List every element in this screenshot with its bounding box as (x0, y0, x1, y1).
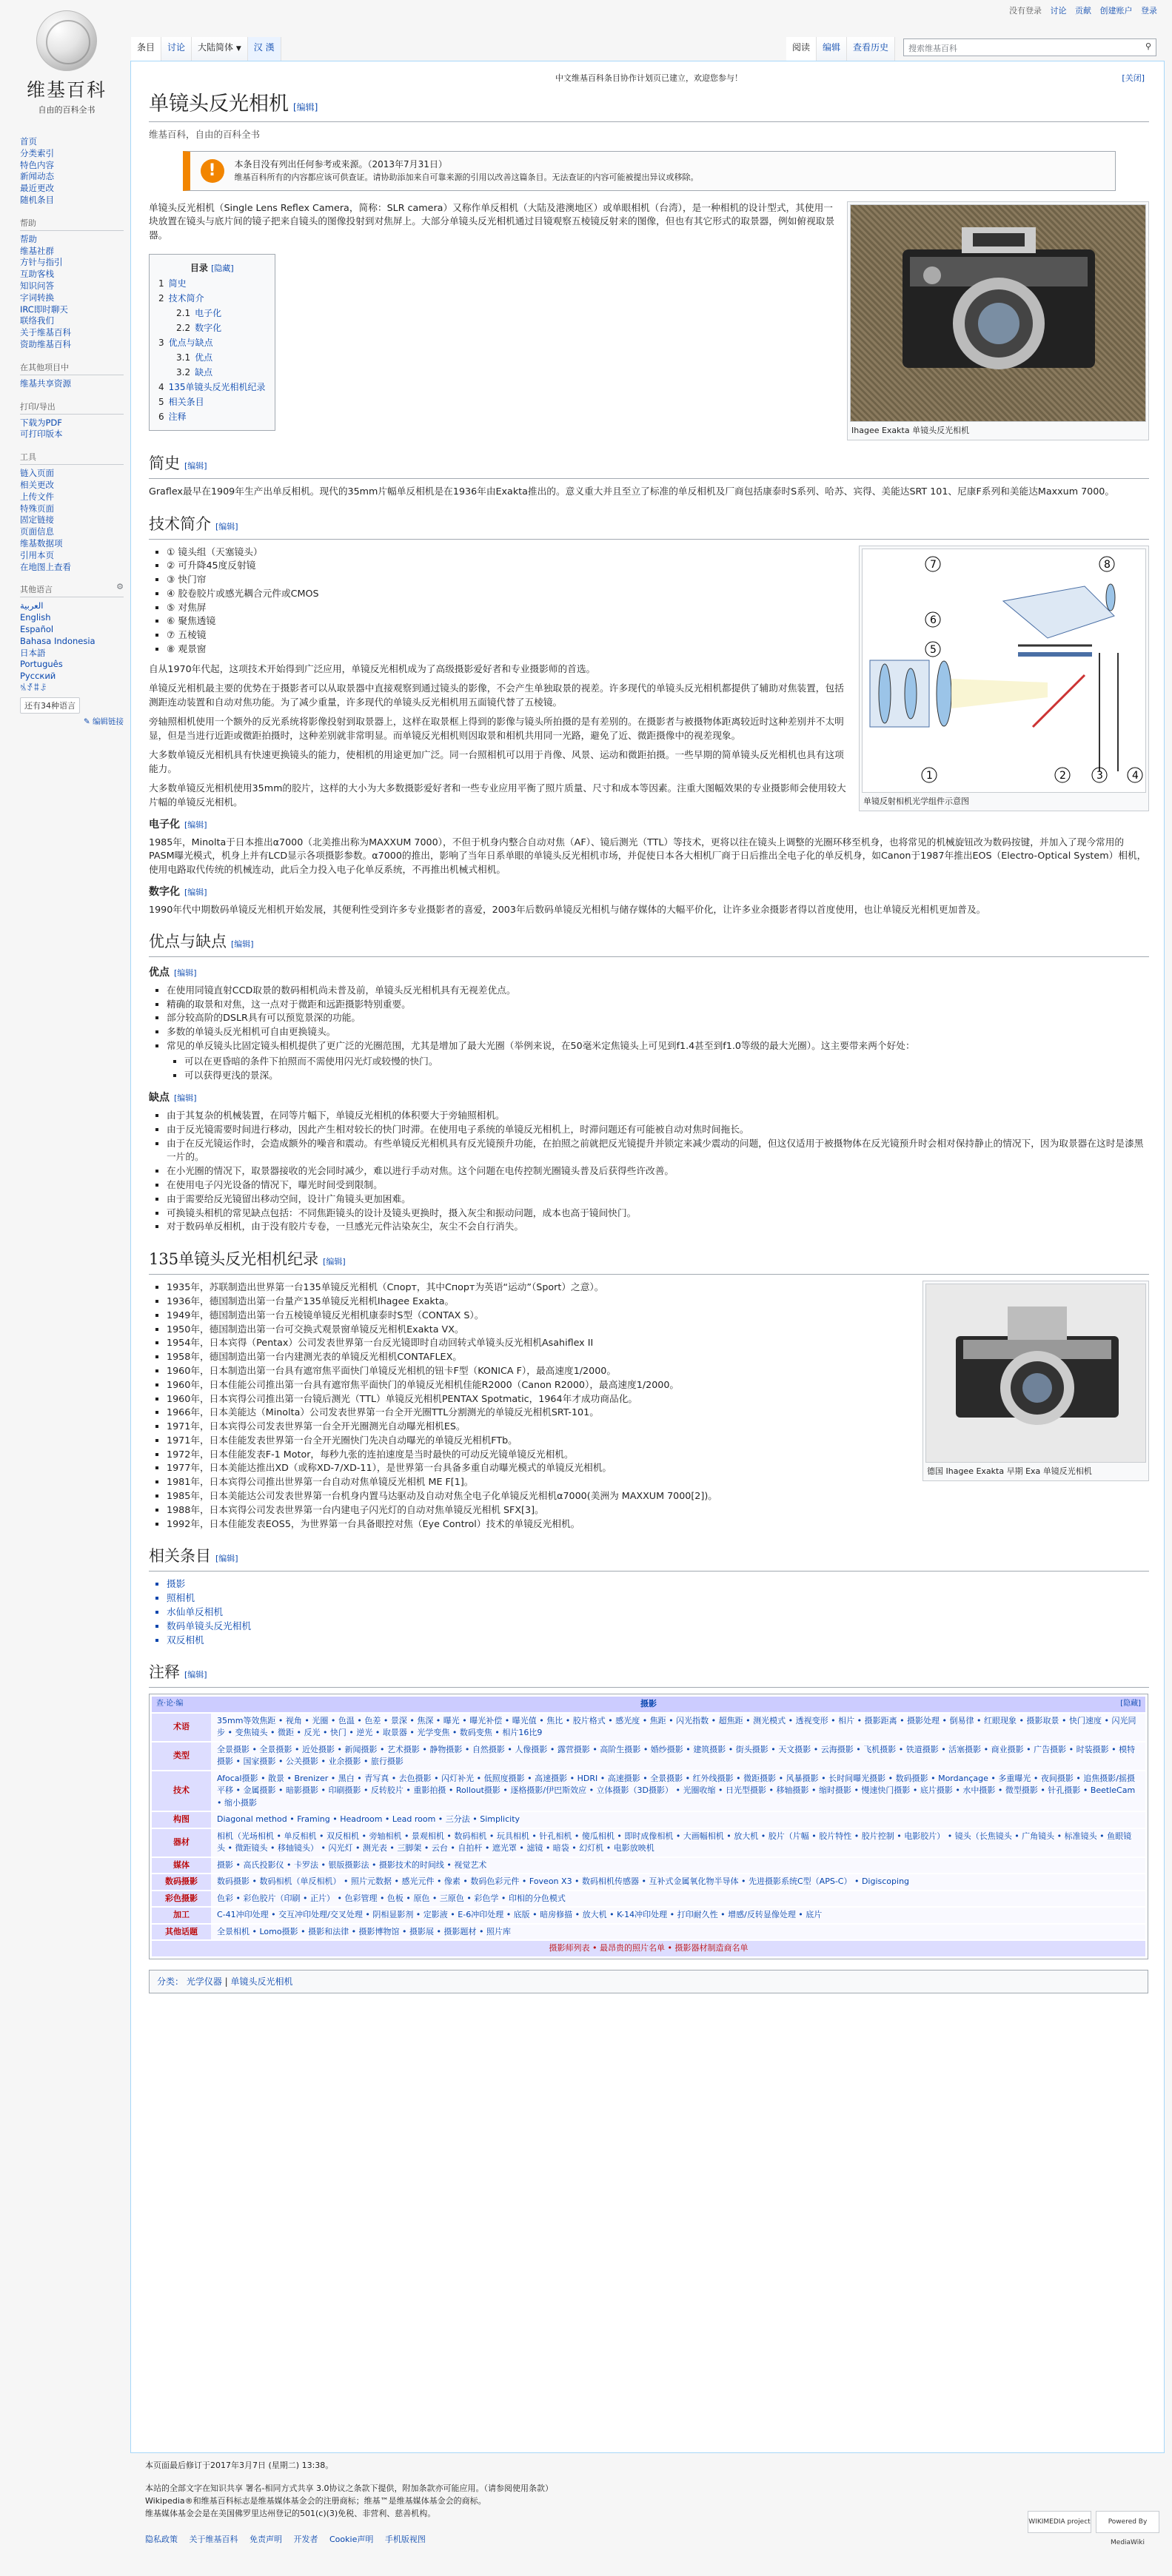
toc-text: 技术简介 (168, 293, 204, 303)
subsection-digital-title: 数字化 (149, 886, 180, 899)
svg-text:1: 1 (926, 769, 933, 782)
list-item: ▪ 1972年，日本佳能发表F-1 Motor，每秒九张的连拍速度是当时最快的可动反光镜单镜反光相机。 (167, 1448, 1149, 1462)
section-related-title: 相关条目 (149, 1547, 211, 1566)
list-item: ▪ 1950年，德国制造出第一台可交换式观景窗单镜反光相机Exakta VX。 (167, 1323, 1149, 1337)
notice-detail: 维基百科所有的内容都应该可供查证。请协助添加来自可靠来源的引用以改善这篇条目。无法查证的内容可能被提出异议或移除。 (234, 172, 699, 182)
toc-item[interactable] (158, 365, 266, 380)
sidebar-print (20, 400, 124, 441)
footer-link-developers[interactable]: 开发者 (293, 2535, 318, 2544)
sidebar-item-cite[interactable]: 引用本页 (20, 549, 54, 560)
list-item: ▪ 1954年，日本宾得（Pentax）公司发表世界第一台反光镜即时自动回转式单镜头反光相机Asahiflex II (167, 1336, 1149, 1350)
caption-exakta: Ihagee Exakta 单镜头反光相机 (851, 425, 970, 435)
list-item: ▪ 在小光圈的情况下，取景器接收的光会同时减少，难以进行手动对焦。这个问题在电传控制光圈镜头普及后获得些许改善。 (167, 1164, 1149, 1178)
toc-num: 5 (158, 397, 164, 407)
related-link[interactable]: ▪ 水仙单反相机 (167, 1606, 1149, 1620)
list-item: ▪ ⑥ 聚焦透镜 (167, 614, 1149, 628)
tech-paragraph: 单镜反光相机最主要的优势在于摄影者可以从取景器中直接观察到通过镜头的影像，不会产生单独取景的视差。许多现代的单镜头反光相机都提供了辅助对焦装置，包括测距连动装置和自动对焦功能。为了减少重量，许多现代的单镜头反光相机用五面镜代替了五棱镜。 (149, 682, 844, 708)
toc-text: 电子化 (195, 308, 222, 318)
slr-diagram (863, 549, 1146, 792)
svg-text:4: 4 (1132, 769, 1139, 782)
navbox-row (152, 1771, 1145, 1811)
globe-icon (36, 10, 97, 71)
list-item: ▪ 1971年，日本佳能发表世界第一台全开光圈快门先决自动曝光的单镜反光相机FTb。 (167, 1434, 1149, 1448)
site-notice-close[interactable]: [关闭] (1122, 73, 1145, 83)
sidebar-item-commons[interactable]: 维基共享资源 (20, 378, 71, 389)
category-link[interactable]: 单镜头反光相机 (230, 1976, 293, 1987)
edit-links-label: 编辑链接 (93, 717, 124, 726)
figure-diagram (859, 546, 1149, 811)
toc-text: 简史 (168, 278, 187, 289)
section-edit-link[interactable]: [编辑] (215, 521, 238, 531)
category-links: 分类： 光学仪器 | 单镜头反光相机 (149, 1970, 1148, 1994)
subsection-pros-title: 优点 (149, 967, 170, 979)
section-records-heading (149, 1249, 1149, 1275)
sidebar-item-random[interactable]: 随机条目 (20, 194, 54, 205)
lang-item-pt[interactable]: Português (20, 659, 63, 670)
sidebar-tools (20, 451, 124, 573)
sidebar (20, 136, 124, 738)
navbox-group[interactable]: 彩色摄影 (152, 1891, 211, 1907)
toc-title (158, 261, 266, 276)
list-item: ▪ 可换镜头相机的常见缺点包括：不同焦距镜头的设计及镜头更换时，摄入灰尘和振动问题，成本也高于镜间快门。 (167, 1207, 1149, 1221)
navbox-group[interactable]: 加工 (152, 1908, 211, 1923)
subsection-cons-title: 缺点 (149, 1092, 170, 1104)
list-item: ▪ 精确的取景和对焦，这一点对于微距和远距摄影特别重要。 (167, 998, 1149, 1012)
toc-num: 6 (158, 412, 164, 422)
list-item: ▪ 1949年，德国制造出第一台五棱镜单镜反光相机康泰时S型（CONTAX S）。 (167, 1309, 1149, 1323)
sidebar-item-page-info[interactable]: 页面信息 (20, 526, 54, 537)
personal-talk-link[interactable]: 讨论 (1050, 6, 1067, 16)
lang-item-id[interactable]: Bahasa Indonesia (20, 635, 96, 646)
exa-camera-image[interactable] (925, 1284, 1146, 1463)
navbox-row (152, 1874, 1145, 1890)
table-of-contents (149, 254, 275, 431)
section-notes-title: 注释 (149, 1663, 180, 1682)
sidebar-item-categories[interactable]: 分类索引 (20, 147, 54, 158)
category-label[interactable]: 分类： (157, 1976, 184, 1987)
sidebar-help (20, 217, 124, 351)
section-edit-link[interactable]: [编辑] (184, 820, 207, 831)
svg-text:7: 7 (930, 558, 937, 571)
sidebar-other-projects-heading: 在其他项目中 (20, 361, 124, 375)
figure-exakta (847, 201, 1149, 440)
navbox-list[interactable]: 全景相机 • Lomo摄影 • 摄影和法律 • 摄影博物馆 • 摄影展 • 摄影题材 • 照片库 (211, 1925, 1145, 1940)
navbox-group[interactable]: 构图 (152, 1812, 211, 1828)
svg-text:5: 5 (930, 643, 937, 656)
toc-num: 2.1 (176, 308, 191, 318)
section-tech-title: 技术简介 (149, 514, 211, 533)
sidebar-item-map[interactable]: 在地图上查看 (20, 561, 71, 572)
pros-sublist (184, 1055, 1149, 1083)
figure-exa (922, 1281, 1149, 1481)
create-account-link[interactable]: 创建账户 (1099, 6, 1133, 16)
toc-num: 4 (158, 382, 164, 392)
sidebar-item-irc[interactable]: IRC即时聊天 (20, 303, 68, 315)
tab-edit[interactable]: 编辑 (817, 37, 847, 61)
toc-text: 缺点 (195, 367, 213, 378)
section-pros-cons-heading (149, 931, 1149, 957)
variant-label: 大陆简体 (198, 42, 234, 53)
navbox-list[interactable]: 35mm等效焦距 • 视角 • 光圈 • 色温 • 色差 • 景深 • 焦深 • 曝光 • 曝光补偿 • 曝光值 • 焦比 • 胶片格式 • 感光度 • 焦距 • 闪光指数 • 超焦距 • 测光模式 • 透视变形 • 相片 • 摄影距离 • 摄影处理 • 倒易律 • 红眼现象 • 摄影取景 • 快门速度 • 闪光同步 • 变焦镜头 • 微距 • 反光 • 快门 • 逆光 • 取景器 • 光学变焦 • 数码变焦 • 相片16比9 (211, 1714, 1145, 1741)
exakta-camera-image[interactable] (850, 204, 1146, 422)
mediawiki-badge[interactable]: Powered By MediaWiki (1096, 2511, 1159, 2533)
camera-illustration (851, 205, 1146, 421)
search-input[interactable] (903, 38, 1156, 56)
navbox-list[interactable]: Diagonal method • Framing • Headroom • Lead room • 三分法 • Simplicity (211, 1812, 1145, 1828)
navbox-group[interactable]: 技术 (152, 1771, 211, 1811)
list-item: ▪ ⑦ 五棱镜 (167, 628, 1149, 643)
sidebar-item-news[interactable]: 新闻动态 (20, 171, 54, 182)
namespace-tabs (131, 37, 281, 61)
navbox-row (152, 1858, 1145, 1874)
toc-num: 3 (158, 338, 164, 348)
tech-paragraph: 大多数单镜反光相机使用35mm的胶片，这样的大小为大多数摄影爱好者和一些专业应用平衡了照片质量、尺寸和成本等因素。注重大图幅效果的专业摄影师会使用较大片幅的单镜反光相机。 (149, 782, 846, 808)
login-link[interactable]: 登录 (1141, 6, 1157, 16)
sidebar-item-permalink[interactable]: 固定链接 (20, 514, 54, 526)
toc-item[interactable] (158, 395, 266, 409)
sidebar-item-wikidata[interactable]: 维基数据项 (20, 537, 63, 549)
warning-icon: ! (201, 159, 224, 183)
toc-num: 3.1 (176, 352, 191, 363)
navbox-group[interactable]: 媒体 (152, 1858, 211, 1874)
list-item: ▪ ② 可升降45度反射镜 (167, 559, 1149, 573)
list-item: ▪ ⑤ 对焦屏 (167, 601, 1149, 615)
section-edit-link[interactable]: [编辑] (174, 968, 197, 979)
navbox-title[interactable]: 摄影 (640, 1699, 657, 1709)
subsection-cons-heading (149, 1091, 1149, 1106)
footer-links (145, 2533, 1152, 2546)
sidebar-item-main-page[interactable]: 首页 (20, 136, 37, 147)
sidebar-item-recent-changes[interactable]: 最近更改 (20, 183, 54, 194)
more-languages-button[interactable] (20, 697, 80, 714)
section-history-title: 简史 (149, 455, 180, 472)
chevron-down-icon: ▼ (235, 45, 241, 53)
search-placeholder: 搜索维基百科 (908, 44, 957, 53)
tab-talk[interactable]: 讨论 (161, 37, 192, 61)
footer-link-mobile[interactable]: 手机版视图 (384, 2535, 426, 2544)
license-text: 本站的全部文字在知识共享 署名-相同方式共享 3.0协议之条款下提供，附加条款亦可能应用。（请参阅使用条款） (145, 2483, 553, 2493)
section-edit-link[interactable]: [编辑] (323, 1257, 346, 1267)
title-edit-link[interactable]: [编辑] (293, 102, 318, 113)
list-item: ▪ 由于其复杂的机械装置，在同等片幅下，单镜反光相机的体积要大于旁轴照相机。 (167, 1109, 1149, 1123)
category-link[interactable]: 光学仪器 (186, 1976, 222, 1987)
toc-text: 数字化 (195, 323, 222, 333)
sidebar-print-heading: 打印/导出 (20, 400, 124, 415)
related-link[interactable]: ▪ 照相机 (167, 1591, 1149, 1606)
personal-contrib-link[interactable]: 贡献 (1075, 6, 1091, 16)
view-tabs (786, 37, 895, 61)
navbox-row (152, 1925, 1145, 1940)
notice-main: 本条目没有列出任何参考或来源。（2013年7月31日） (234, 158, 447, 170)
list-item: ▪ 由于在反光镜运作时，会造成额外的噪音和震动。有些单镜反光相机具有反光镜预升功能，在拍照之前就把反光镜提升并锁定来减少震动的问题，但这仅适用于被摄物体在反光镜预升时会相对保持静止的情况下，因为取景器在这时是漆黑一片的。 (167, 1137, 1149, 1165)
page-title-text: 单镜头反光相机 (149, 93, 289, 115)
list-item: ▪ 对于数码单反相机，由于没有胶片专卷，一旦感光元件沾染灰尘，灰尘不会自行消失。 (167, 1220, 1149, 1234)
footer-link-cookie[interactable]: Cookie声明 (329, 2535, 374, 2544)
navbox-row (152, 1891, 1145, 1907)
section-edit-link[interactable]: [编辑] (184, 888, 207, 898)
navbox-list[interactable]: 摄影 • 高氏投影仪 • 卡罗法 • 银版摄影法 • 摄影技术的时间线 • 视觉艺术 (211, 1858, 1145, 1874)
toc-text: 优点与缺点 (168, 338, 213, 348)
navbox-row (152, 1714, 1145, 1741)
sidebar-main (20, 136, 124, 207)
list-item: ▪ 1960年，日本宾得公司推出第一台镜后测光（TTL）单镜反光相机PENTAX Spotmatic，1964年才成功商品化。 (167, 1392, 1149, 1406)
navbox-hide-toggle[interactable]: [隐藏] (1120, 1700, 1141, 1708)
navbox-group[interactable]: 术语 (152, 1714, 211, 1741)
toc-item[interactable] (158, 276, 266, 291)
tab-history[interactable]: 查看历史 (847, 37, 895, 61)
history-paragraph: Graflex最早在1909年生产出单反相机。现代的35mm片幅单反相机是在1936年由Exakta推出的。意义重大并且至立了标准的单反相机及厂商包括康泰时S系列、哈苏、宾得、美能达SRT 101、尼康F系列和美能达Maxxum 7000。 (149, 486, 1115, 497)
sidebar-item-donate[interactable]: 资助维基百科 (20, 338, 71, 349)
section-pros-cons-title: 优点与缺点 (149, 933, 227, 951)
tech-paragraph: 大多数单镜反光相机具有快速更换镜头的能力，使相机的用途更加广泛。同一台照相机可以用于肖像、风景、运动和微距拍摄。一些早期的简单镜头反光相机也具有这项能力。 (149, 749, 844, 774)
sidebar-help-heading: 帮助 (20, 217, 124, 231)
tab-script-toggle[interactable]: 汉 漢 (248, 37, 281, 61)
tab-read[interactable]: 阅读 (786, 37, 817, 61)
svg-text:8: 8 (1104, 558, 1111, 571)
toc-item[interactable] (158, 291, 266, 306)
languages-heading-label: 其他语言 (20, 585, 53, 595)
site-subtitle: 维基百科，自由的百科全书 (149, 129, 261, 140)
section-notes-heading (149, 1662, 1149, 1688)
footer-link-about[interactable]: 关于维基百科 (189, 2535, 238, 2544)
toc-num: 2.2 (176, 323, 191, 333)
toc-hide-toggle[interactable]: [隐藏] (211, 264, 234, 273)
gear-icon[interactable]: ⚙ (116, 582, 124, 592)
slr-diagram-image[interactable] (862, 549, 1146, 793)
list-item: ▪ 多数的单镜头反光相机可自由更换镜头。 (167, 1025, 1149, 1039)
sidebar-item-special-pages[interactable]: 特殊页面 (20, 503, 54, 514)
toc-title-label: 目录 (190, 263, 208, 273)
toc-text: 135单镜头反光相机纪录 (168, 382, 266, 392)
toc-item[interactable] (158, 335, 266, 350)
search-icon[interactable]: ⚲ (1145, 41, 1151, 51)
site-notice (149, 72, 1149, 84)
variant-dropdown[interactable] (192, 37, 248, 61)
logo-title: 维基百科 (26, 79, 107, 101)
tab-article[interactable]: 条目 (131, 37, 161, 61)
sidebar-item-policy[interactable]: 方针与指引 (20, 257, 63, 268)
site-notice-text[interactable]: 中文维基百科条目协作计划页已建立，欢迎您参与！ (555, 73, 743, 83)
list-item: ▪ ⑧ 观景窗 (167, 643, 1149, 657)
list-item: ▪ 可以在更昏暗的条件下拍照而不需使用闪光灯或较慢的快门。 (184, 1055, 1149, 1069)
list-item: ▪ 1988年，日本宾得公司发表世界第一台内建电子闪光灯的自动对焦单镜反光相机 SFX[3]。 (167, 1503, 1149, 1517)
lang-item-es[interactable]: Español (20, 623, 54, 634)
sidebar-languages-heading (20, 583, 124, 597)
navbox-list[interactable]: 相机（光场相机 • 单反相机 • 双反相机 • 旁轴相机 • 景观相机 • 数码相机 • 玩具相机 • 针孔相机 • 傻瓜相机 • 即时成像相机 • 大画幅相机 • 放大机 • 胶片（片幅 • 胶片特性 • 胶片控制 • 电影胶片） • 镜头（长焦镜头 • 广角镜头 • 标准镜头 • 鱼眼镜头 • 微距镜头 • 移轴镜头） • 闪光灯 • 测光表 • 三脚架 • 云台 • 自拍杆 • 遮光罩 • 滤镜 • 暗袋 • 幻灯机 • 电影放映机 (211, 1829, 1145, 1856)
subsection-electronic-heading (149, 818, 1149, 833)
section-edit-link[interactable]: [编辑] (231, 939, 254, 950)
related-link[interactable]: ▪ 数码单镜头反光相机 (167, 1620, 1149, 1634)
lang-item-en[interactable]: English (20, 612, 51, 623)
sidebar-item-qa[interactable]: 知识问答 (20, 280, 54, 291)
intro-paragraph: 单镜头反光相机（Single Lens Reflex Camera，简称：SLR camera）又称作单反相机（大陆及港澳地区）或单眼相机（台湾），是一种相机的设计型式，其使用一块放置在镜头与底片间的镜子把来自镜头的图像投射到对焦屏上。大部分单镜头反光相机通过目镜观察五棱镜反射来的图像，但也有其它形式的取景器，例如俯视取景器。 (149, 201, 835, 241)
list-item: ▪ 1977年，日本美能达推出XD（或称XD-7/XD-11），是世界第一台具备多重自动曝光模式的单镜反光相机。 (167, 1461, 1149, 1475)
sidebar-item-whatlinkshere[interactable]: 链入页面 (20, 468, 54, 479)
navbox-list[interactable]: 色彩 • 彩色胶片（印刷 • 正片） • 色彩管理 • 色板 • 原色 • 三原色 • 彩色学 • 印相的分色模式 (211, 1891, 1145, 1907)
sidebar-languages (20, 583, 124, 728)
navbox-row (152, 1812, 1145, 1828)
pros-list (167, 984, 1149, 1083)
electronic-paragraph: 1985年，Minolta于日本推出α7000（北美推出称为MAXXUM 7000），不但于机身内整合自动对焦（AF）、镜后测光（TTL）等技术，更将以往在镜头上调整的光圈环移至机身，也将常见的机械旋钮改为数码按键，并加入了现今常用的PASM曝光模式，机身上并有LCD显示各项摄影参数。α7000的推出，影响了当年日系单眼的单镜头反光相机市场，并促使日本各大相机厂商于日后推出全电子化的单反机身，如Canon于1987年推出EOS（Electro-Optical System）相机，使用电路取代传统的机械连动，此后全力投入电子化单反系统，不再推出机械式相机。 (149, 836, 1147, 875)
toc-text: 注释 (168, 412, 187, 422)
list-item: ▪ 1960年，日本制造出第一台具有遮帘焦平面快门单镜反光相机的钮卡F型（KONICA F），最高速度1/2000。 (167, 1364, 1149, 1378)
sidebar-item-community[interactable]: 维基社群 (20, 245, 54, 256)
more-languages-label: 还有34种语言 (24, 700, 76, 711)
personal-tools (962, 4, 1172, 16)
list-item: ▪ 1985年，日本美能达公司发表世界第一台机身内置马达驱动及自动对焦全电子化单镜反光相机α7000(美洲为 MAXXUM 7000[2])。 (167, 1489, 1149, 1503)
section-edit-link[interactable]: [编辑] (174, 1093, 197, 1104)
toc-num: 3.2 (176, 367, 191, 378)
list-item: ▪ 由于需要给反光镜留出移动空间，设计广角镜头更加困难。 (167, 1193, 1149, 1207)
cons-list (167, 1109, 1149, 1234)
digital-paragraph: 1990年代中期数码单镜反光相机开始发展，其便利性受到许多专业摄影者的喜爱，2003年后数码单镜反光相机与储存媒体的大幅平价化，让许多业余摄影者得以首度使用，也让单镜反光相机更加普及。 (149, 903, 986, 915)
navbox-row (152, 1829, 1145, 1856)
navbox-group[interactable]: 器材 (152, 1829, 211, 1856)
sidebar-item-related-changes[interactable]: 相关更改 (20, 479, 54, 490)
list-item: ▪ 1971年，日本宾得公司发表世界第一台全开光圈测光自动曝光相机ES。 (167, 1420, 1149, 1434)
caption-diagram: 单镜反射相机光学组件示意图 (863, 796, 969, 806)
content (130, 61, 1165, 2453)
toc-item[interactable] (158, 409, 266, 424)
navbox-table (152, 1712, 1145, 1942)
list-item (167, 1039, 1149, 1082)
list-item: ▪ ① 镜头组（天塞镜头） (167, 546, 1149, 560)
section-tech-heading (149, 514, 1149, 540)
navbox-list[interactable]: 全景摄影 • 全景摄影 • 近处摄影 • 新闻摄影 • 艺术摄影 • 静物摄影 • 自然摄影 • 人像摄影 • 露营摄影 • 高阶生摄影 • 婚纱摄影 • 建筑摄影 • 街头摄影 • 天文摄影 • 云海摄影 • 飞机摄影 • 铁道摄影 • 活塞摄影 • 商业摄影 • 广告摄影 • 时装摄影 • 模特摄影 • 国家摄影 • 公关摄影 • 业余摄影 • 旅行摄影 (211, 1743, 1145, 1770)
list-item: ▪ 1935年，苏联制造出世界第一台135单镜反光相机（Спорт，其中Спорт为英语“运动”（Sport）之意）。 (167, 1281, 1149, 1295)
list-item: ▪ 在使用同镜直射CCD取景的数码相机尚未普及前，单镜头反光相机具有无视差优点。 (167, 984, 1149, 998)
toc-item[interactable] (158, 350, 266, 365)
navbox-footer[interactable]: 摄影师列表 • 最昂贵的照片名单 • 摄影器材制造商名单 (152, 1941, 1145, 1956)
navbox-list[interactable]: Afocal摄影 • 散景 • Brenizer • 黑白 • 青写真 • 去色摄影 • 闪灯补光 • 低照度摄影 • 高速摄影 • HDRI • 高速摄影 • 全景摄影 • 红外线摄影 • 微距摄影 • 风暴摄影 • 长时间曝光摄影 • 数码摄影 • Mordançage • 多重曝光 • 夜间摄影 • 追焦摄影/摇摄平移 • 金属摄影 • 暗影摄影 • 印刷摄影 • 反转胶片 • 重影拍摄 • Rollout摄影 • 逐格摄影/伊巴斯效应 • 立体摄影（3D摄影） • 光圈收缩 • 日光型摄影 • 移轴摄影 • 缩时摄影 • 慢速快门摄影 • 底片摄影 • 水中摄影 • 微型摄影 • 针孔摄影 • BeetleCam • 缩小摄影 (211, 1771, 1145, 1811)
section-edit-link[interactable]: [编辑] (184, 1670, 207, 1680)
last-modified: 本页面最后修订于2017年3月7日 (星期二) 13:38。 (145, 2461, 334, 2470)
page-title (149, 91, 1149, 122)
sidebar-item-upload[interactable]: 上传文件 (20, 491, 54, 502)
navbox-row (152, 1908, 1145, 1923)
toc-item[interactable] (158, 380, 266, 395)
toc-num: 1 (158, 278, 164, 289)
footer-link-disclaimer[interactable]: 免责声明 (250, 2535, 282, 2544)
list-item-text: 常见的单反镜头比固定镜头相机提供了更广泛的光圈范围，尤其是增加了最大光圈（举例来说，在50毫米定焦镜头上可见到f1.4甚至到f1.0等级的最大光圈）。这主要带来两个好处： (167, 1040, 915, 1052)
wikimedia-badge[interactable]: WIKIMEDIA project (1028, 2511, 1091, 2533)
list-item: ▪ 可以获得更浅的景深。 (184, 1069, 1149, 1083)
navbox-list[interactable]: C-41冲印处理 • 交互冲印处理/交叉处理 • 阴相显影剂 • 定影液 • E-6冲印处理 • 底版 • 暗房修描 • 放大机 • K-14冲印处理 • 打印耐久性 • 增感/反转显像处理 • 底片 (211, 1908, 1145, 1923)
list-item: ▪ 部分较高阶的DSLR具有可以预览景深的功能。 (167, 1011, 1149, 1025)
list-item: ▪ 1981年，日本宾得公司推出世界第一台自动对焦单镜反光相机 ME F[1]。 (167, 1475, 1149, 1489)
sidebar-other-projects (20, 361, 124, 390)
navbox-vte[interactable]: 查·论·编 (156, 1700, 184, 1708)
footer-link-privacy[interactable]: 隐私政策 (145, 2535, 178, 2544)
svg-text:6: 6 (930, 614, 937, 626)
sidebar-item-featured[interactable]: 特色内容 (20, 159, 54, 170)
subsection-digital-heading (149, 885, 1149, 900)
wikipedia-logo[interactable] (22, 10, 111, 115)
section-edit-link[interactable]: [编辑] (215, 1554, 238, 1564)
list-item: ▪ 1992年，日本佳能发表EOS5，为世界第一台具备眼控对焦（Eye Control）技术的单镜反光相机。 (167, 1517, 1149, 1532)
lang-item-ii[interactable]: ꁱꀋꐚꌠ (20, 682, 47, 693)
list-item: ▪ 1936年，德国制造出第一台量产135单镜反光相机Ihagee Exakta。 (167, 1295, 1149, 1309)
navbox-row (152, 1743, 1145, 1770)
navbox-group[interactable]: 其他话题 (152, 1925, 211, 1940)
section-edit-link[interactable]: [编辑] (184, 461, 207, 471)
list-item: ▪ 在使用电子闪光设备的情况下，曝光时间受到限制。 (167, 1178, 1149, 1193)
foundation-text: 维基媒体基金会是在美国佛罗里达州登记的501(c)(3)免税、非营利、慈善机构。 (145, 2509, 436, 2518)
no-sources-notice (183, 151, 1116, 191)
not-logged-in: 没有登录 (1009, 6, 1042, 16)
list-item: ▪ ③ 快门帘 (167, 573, 1149, 587)
sidebar-item-pdf[interactable]: 下载为PDF (20, 417, 62, 428)
list-item: ▪ 由于反光镜需要时间进行移动，因此产生相对较长的快门时滞。在使用电子系统的单镜反光相机上，时滞问题还有可能被自动对焦时间拖长。 (167, 1123, 1149, 1137)
sidebar-item-contact[interactable]: 联络我们 (20, 315, 54, 326)
list-item: ▪ ④ 胶卷胶片或感光耦合元件或CMOS (167, 587, 1149, 601)
tech-paragraph: 自从1970年代起，这项技术开始得到广泛应用，单镜反光相机成为了高级摄影爱好者和专业摄影师的首选。 (149, 663, 596, 674)
lang-item-ja[interactable]: 日本語 (20, 647, 46, 658)
related-link[interactable]: ▪ 双反相机 (167, 1634, 1149, 1648)
sidebar-item-conversion[interactable]: 字词转换 (20, 292, 54, 303)
sidebar-tools-heading: 工具 (20, 451, 124, 465)
tech-paragraph: 旁轴照相机使用一个额外的反光系统将影像投射到取景器上，这样在取景框上得到的影像与镜头所拍摄的是有差别的。在摄影者与被摄物体距离较近时这种差别并不太明显，但是当进行近距或微距拍摄时，这种差别就非常明显。而单镜反光相机则因取景和相机共用同一光路，避免了近、微距摄像中的视差现象。 (149, 716, 844, 741)
trademark-text: Wikipedia®和维基百科标志是维基媒体基金会的注册商标；维基™是维基媒体基金会的商标。 (145, 2496, 486, 2506)
logo-tagline: 自由的百科全书 (38, 105, 96, 115)
exa-illustration (926, 1284, 1146, 1462)
section-records-title: 135单镜头反光相机纪录 (149, 1250, 319, 1269)
footer (145, 2459, 1152, 2546)
sidebar-item-village-pump[interactable]: 互助客栈 (20, 269, 54, 280)
photography-navbox (149, 1694, 1148, 1959)
toc-num: 2 (158, 293, 164, 303)
toc-item[interactable] (158, 321, 266, 335)
navbox-header (152, 1697, 1145, 1712)
section-related-heading (149, 1546, 1149, 1572)
navbox-list[interactable]: 数码摄影 • 数码相机（单反相机） • 照片元数据 • 感光元件 • 像素 • 数码色彩元件 • Foveon X3 • 数码相机传感器 • 互补式金属氧化物半导体 • 先进摄影系统C型（APS-C） • Digiscoping (211, 1874, 1145, 1890)
lang-item-ru[interactable]: Русский (20, 671, 56, 682)
related-list (167, 1577, 1149, 1647)
list-item: ▪ 1966年，日本美能达（Minolta）公司发表世界第一台全开光圈TTL分割测光的单镜反光相机SRT-101。 (167, 1406, 1149, 1420)
svg-text:3: 3 (1096, 769, 1103, 782)
toc-text: 相关条目 (168, 397, 204, 407)
navbox-group[interactable]: 类型 (152, 1743, 211, 1770)
list-item: ▪ 1958年，德国制造出第一台内建测光表的单镜反光相机CONTAFLEX。 (167, 1350, 1149, 1364)
sidebar-item-about[interactable]: 关于维基百科 (20, 327, 71, 338)
subsection-electronic-title: 电子化 (149, 819, 180, 831)
subsection-pros-heading (149, 966, 1149, 981)
sidebar-item-help[interactable]: 帮助 (20, 233, 37, 244)
section-history-heading (149, 453, 1149, 479)
toc-text: 优点 (195, 352, 213, 363)
lang-item-ar[interactable]: العربية (20, 600, 44, 611)
caption-exa: 德国 Ihagee Exakta 早期 Exa 单镜反光相机 (927, 1466, 1092, 1477)
sidebar-item-printable[interactable]: 可打印版本 (20, 429, 63, 440)
related-link[interactable]: ▪ 摄影 (167, 1577, 1149, 1591)
navbox-group[interactable]: 数码摄影 (152, 1874, 211, 1890)
edit-links[interactable]: ✎ 编辑链接 (83, 717, 124, 726)
list-item: ▪ 1960年，日本佳能公司推出第一台具有遮帘焦平面快门的单镜反光相机佳能R2000（Canon R2000），最高速度1/2000。 (167, 1378, 1149, 1392)
toc-item[interactable] (158, 306, 266, 321)
svg-text:2: 2 (1059, 769, 1066, 782)
